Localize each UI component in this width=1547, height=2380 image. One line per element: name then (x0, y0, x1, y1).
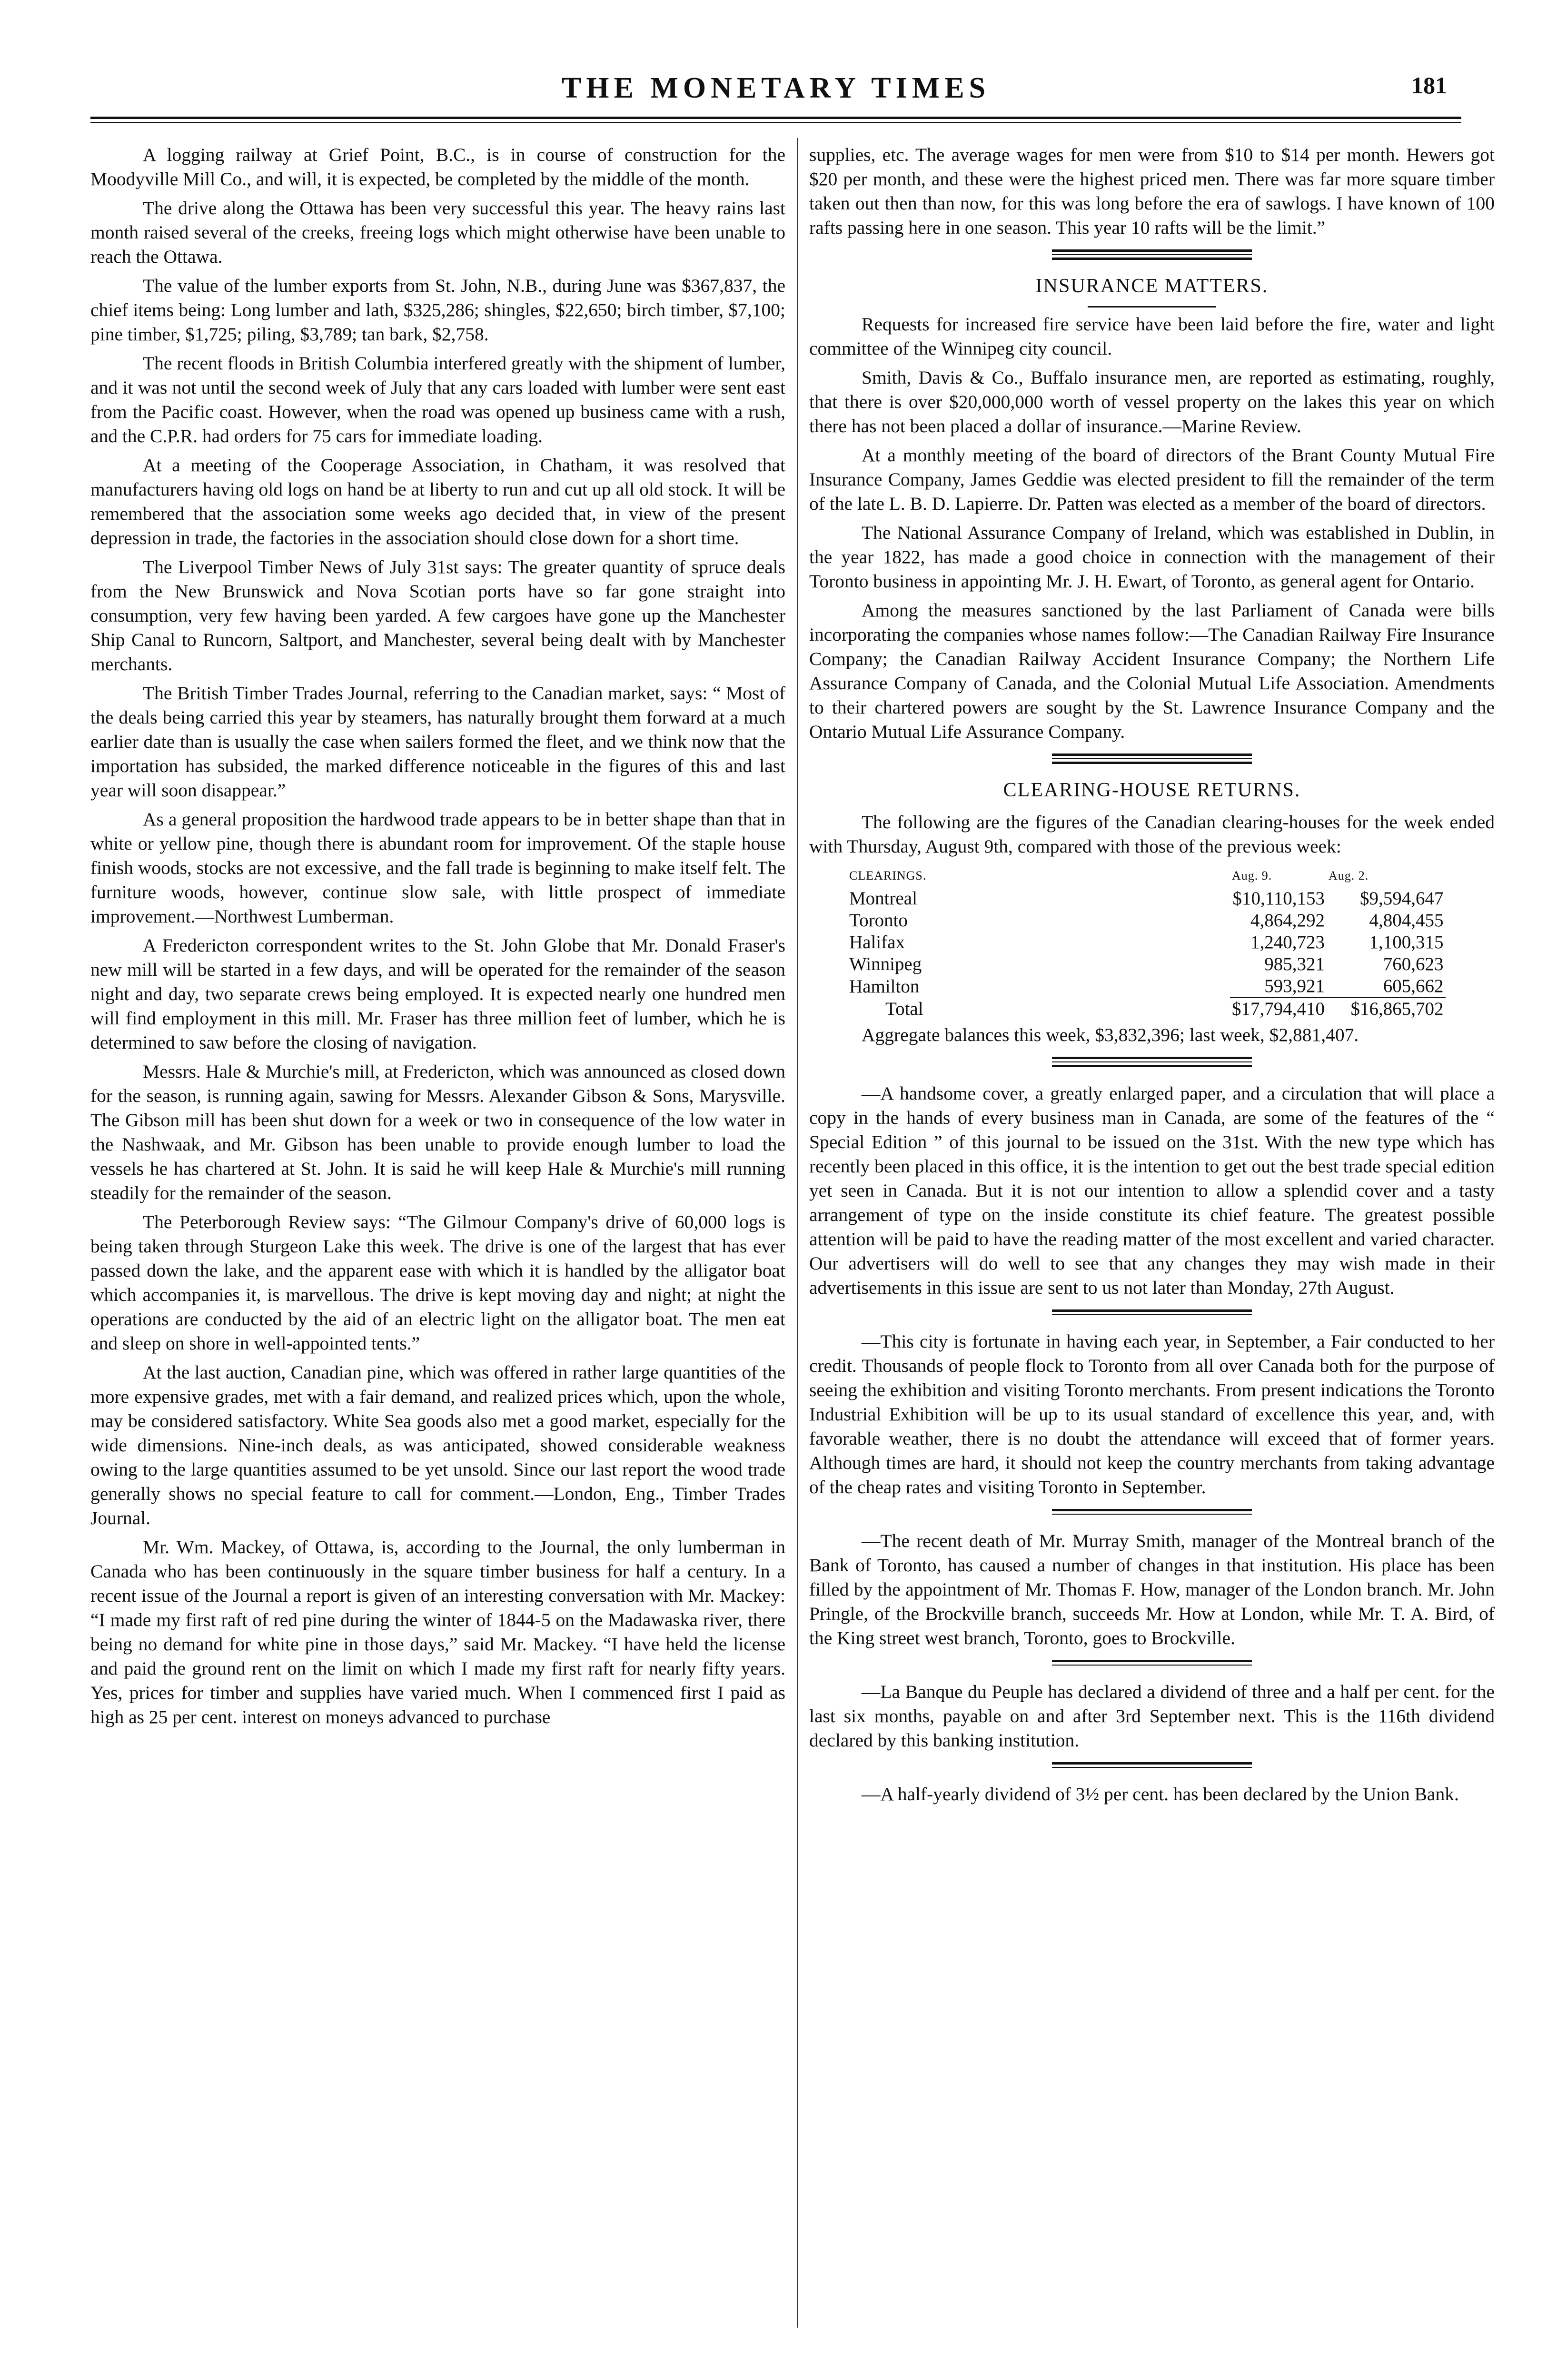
aug2-cell: 605,662 (1383, 976, 1444, 996)
total-aug9: $17,794,410 (1230, 998, 1327, 1020)
section-separator (1052, 1509, 1252, 1515)
column-divider (797, 138, 798, 2328)
aug2-cell: 760,623 (1383, 954, 1444, 974)
paragraph: Among the measures sanctioned by the last Parliament of Canada were bills incorporating the companies whose names follow:—The Canadian Railway Fire Insurance Company; the Canadian Railway Accident Insurance Company; the Northern Life Assurance Company of Canada, and the Colonial Mutual Life Association. Amendments to their chartered powers are sought by the St. Lawrence Insurance Company and the Ontario Mutual Life Assurance Company. (809, 600, 1495, 742)
paragraph: At the last auction, Canadian pine, which was offered in rather large quantities of the more expensive grades, met with a fair demand, and realized prices which, upon the whole, may be considered satisfactory. White Sea goods also met a good market, especially for the wide dimensions. Nine-inch deals, as was anticipated, showed considerable weakness owing to the large quantities assumed to be yet unsold. Since our last report the wood trade generally shows no special feature to call for comment.—London, Eng., Timber Trades Journal. (90, 1362, 785, 1528)
editorial-note: —This city is fortunate in having each year, in September, a Fair conducted to her credit. Thousands of people flock to Toronto from all over Canada both for the purpose of seeing the exhibition and visiting Toronto merchants. From present indications the Toronto Industrial Exhibition will be up to its usual standard of excellence this year, and, with favorable weather, there is no doubt the attendance will exceed that of former years. Although times are hard, it should not keep the country merchants from taking advantage of the cheap rates and visiting Toronto in September. (809, 1331, 1495, 1497)
table-row (847, 910, 1446, 932)
paragraph: Smith, Davis & Co., Buffalo insurance men, are reported as estimating, roughly, that there is over $20,000,000 worth of vessel property on the lakes this year on which there has not been placed a dollar of insurance.—Marine Review. (809, 367, 1495, 436)
paragraph: The British Timber Trades Journal, referring to the Canadian market, says: “ Most of the deals being carried this year by steamers, has naturally brought them forward at a much earlier date than is usually the case when sailers formed the fleet, and we think now that the importation has subsided, the marked difference noticeable in the figures of this and last year will soon disappear.” (90, 683, 785, 801)
paragraph: As a general proposition the hardwood trade appears to be in better shape than that in white or yellow pine, though there is abundant room for improvement. Of the staple house finish woods, stocks are not excessive, and the fall trade is beginning to make itself felt. The furniture woods, however, continue slow sale, with little prospect of immediate improvement.—Northwest Lumberman. (90, 809, 785, 927)
section-separator (1052, 754, 1252, 764)
editorial-note: —The recent death of Mr. Murray Smith, manager of the Montreal branch of the Bank of Toronto, has caused a number of changes in that institution. His place has been filled by the appointment of Mr. Thomas F. How, manager of the London branch. Mr. John Pringle, of the Brockville branch, succeeds Mr. How at London, while Mr. T. A. Bird, of the King street west branch, Toronto, goes to Brockville. (809, 1530, 1495, 1648)
aug2-cell: $9,594,647 (1360, 888, 1444, 909)
paragraph: At a monthly meeting of the board of directors of the Brant County Mutual Fire Insurance Company, James Geddie was elected president to fill the remainder of the term of the late L. B. D. Lapierre. Dr. Patten was elected as a member of the board of directors. (809, 445, 1495, 514)
editorial-note: —A half-yearly dividend of 3½ per cent. has been declared by the Union Bank. (862, 1784, 1459, 1805)
section-separator (1052, 1762, 1252, 1768)
city-cell: Halifax (849, 932, 905, 952)
paragraph: The Liverpool Timber News of July 31st says: The greater quantity of spruce deals from the New Brunswick and Nova Scotian ports have so far gone straight into consumption, very few having been yarded. A few cargoes have gone up the Manchester Ship Canal to Runcorn, Saltport, and Manchester, several being dealt with by Manchester merchants. (90, 556, 785, 674)
column-header: Aug. 9. (1232, 869, 1272, 883)
editorial-note: —La Banque du Peuple has declared a dividend of three and a half per cent. for the last six months, payable on and after 3rd September next. This is the 116th dividend declared by this banking institution. (809, 1681, 1495, 1751)
city-cell: Winnipeg (849, 954, 922, 974)
section-separator (1052, 1057, 1252, 1067)
city-cell: Hamilton (849, 976, 920, 997)
aug9-cell: 1,240,723 (1250, 932, 1325, 952)
total-aug2: $16,865,702 (1327, 998, 1446, 1020)
clearing-heading: CLEARING-HOUSE RETURNS. (1003, 779, 1301, 801)
paragraph: The recent floods in British Columbia interfered greatly with the shipment of lumber, and it was not until the second week of July that any cars loaded with lumber were sent east from the Pacific coast. However, when the road was opened up business came with a rush, and the C.P.R. had orders for 75 cars for immediate loading. (90, 353, 785, 446)
aug2-cell: 1,100,315 (1369, 932, 1444, 952)
continued-paragraph: supplies, etc. The average wages for men were from $10 to $14 per month. Hewers got $20 per month, and these were the highest priced men. There was far more square timber taken out then than now, for this was long before the era of sawlogs. I have known of 100 rafts passing here in one season. This year 10 rafts will be the limit.” (809, 144, 1495, 238)
section-separator (1052, 1309, 1252, 1315)
aug9-cell: $10,110,153 (1232, 888, 1325, 909)
clearing-intro: The following are the figures of the Canadian clearing-houses for the week ended with Thursday, August 9th, compared with those of the previous week: (809, 812, 1495, 857)
table-row (847, 975, 1446, 998)
insurance-heading: INSURANCE MATTERS. (1035, 275, 1269, 297)
table-header-row (847, 863, 1446, 888)
paragraph: Messrs. Hale & Murchie's mill, at Fredericton, which was announced as closed down for the season, is running again, sawing for Messrs. Alexander Gibson & Sons, Marysville. The Gibson mill has been shut down for a week or two in consequence of the low water in the Nashwaak, and Mr. Gibson has been unable to provide enough lumber to load the vessels he has chartered at St. John. It is said he will keep Hale & Murchie's mill running steadily for the remainder of the season. (90, 1061, 785, 1203)
total-label: Total (885, 998, 923, 1019)
paragraph: The value of the lumber exports from St. John, N.B., during June was $367,837, the chief items being: Long lumber and lath, $325,286; shingles, $22,650; birch timber, $7,100; pine timber, $1,725; piling, $3,789; tan bark, $2,758. (90, 275, 785, 345)
left-column (90, 143, 785, 1734)
paragraph: Mr. Wm. Mackey, of Ottawa, is, according to the Journal, the only lumberman in Canada who has been continuously in the square timber business for half a century. In a recent issue of the Journal a report is given of an interesting conversation with Mr. Mackey: “I made my first raft of red pine during the winter of 1844-5 on the Madawaska river, there being no demand for white pine in those days,” said Mr. Mackey. “I have held the license and paid the ground rent on the limit on which I made my first raft for nearly fifty years. Yes, prices for timber and supplies have varied much. When I commenced first I paid as high as 25 per cent. interest on moneys advanced to purchase (90, 1537, 785, 1727)
right-column (809, 143, 1495, 1811)
paragraph: The Peterborough Review says: “The Gilmour Company's drive of 60,000 logs is being taken through Sturgeon Lake this week. The drive is one of the largest that has ever passed down the lake, and the apparent ease with which it is handled by the alligator boat which accompanies it, is marvellous. The drive is kept moving day and night; at night the operations are conducted by the aid of an electric light on the alligator boat. The men eat and sleep on shore in well-appointed tents.” (90, 1211, 785, 1354)
heading-rule (1088, 306, 1216, 307)
header-rule (90, 117, 1461, 119)
aggregate-balances: Aggregate balances this week, $3,832,396; last week, $2,881,407. (862, 1024, 1359, 1045)
section-separator (1052, 1660, 1252, 1666)
aug9-cell: 4,864,292 (1250, 910, 1325, 931)
aug9-cell: 593,921 (1264, 976, 1325, 996)
page-number: 181 (1411, 72, 1447, 99)
section-separator (1052, 249, 1252, 260)
column-header: Aug. 2. (1329, 869, 1369, 883)
aug9-cell: 985,321 (1264, 954, 1325, 974)
paragraph: The drive along the Ottawa has been very successful this year. The heavy rains last month raised several of the creeks, freeing logs which might otherwise have been unable to reach the Ottawa. (90, 198, 785, 267)
city-cell: Montreal (849, 888, 917, 909)
total-row (847, 998, 1446, 1020)
paragraph: A logging railway at Grief Point, B.C., is in course of construction for the Moodyville Mill Co., and will, it is expected, be completed by the middle of the month. (90, 144, 785, 189)
column-header: CLEARINGS. (849, 869, 927, 883)
clearing-table (847, 863, 1446, 1020)
paragraph: At a meeting of the Cooperage Association, in Chatham, it was resolved that manufacturers having old logs on hand be at liberty to run and cut up all old stock. It will be remembered that the association some weeks ago decided that, in view of the present depression in trade, the factories in the association should close down for a short time. (90, 455, 785, 548)
paragraph: The National Assurance Company of Ireland, which was established in Dublin, in the year 1822, has made a good choice in connection with the management of their Toronto business in appointing Mr. J. H. Ewart, of Toronto, as general agent for Ontario. (809, 522, 1495, 592)
page-header (90, 71, 1461, 109)
editorial-note: —A handsome cover, a greatly enlarged paper, and a circulation that will place a copy in the hands of every business man in Canada, are some of the features of the “ Special Edition ” of this journal to be issued on the 31st. With the new type which has recently been placed in this office, it is the intention to get out the best trade special edition yet seen in Canada. But it is not our intention to allow a splendid cover and a tasty arrangement of type on the inside constitute its chief feature. The greatest possible attention will be paid to have the reading matter of the most excellent and varied character. Our advertisers will do well to see that any changes they may wish made in their advertisements in this issue are sent to us not later than Monday, 27th August. (809, 1083, 1495, 1298)
paragraph: A Fredericton correspondent writes to the St. John Globe that Mr. Donald Fraser's new mill will be started in a few days, and will be operated for the remainder of the season night and day, two separate crews being employed. It is expected nearly one hundred men will find employment in this mill. Mr. Fraser has three million feet of lumber, which he is determined to saw before the closing of navigation. (90, 935, 785, 1053)
paragraph: Requests for increased fire service have been laid before the fire, water and light committee of the Winnipeg city council. (809, 314, 1495, 359)
table-row (847, 932, 1446, 953)
table-row (847, 953, 1446, 975)
aug2-cell: 4,804,455 (1369, 910, 1444, 931)
masthead: THE MONETARY TIMES (561, 72, 991, 104)
header-rule-thin (90, 122, 1461, 123)
table-row (847, 888, 1446, 910)
city-cell: Toronto (849, 910, 908, 931)
